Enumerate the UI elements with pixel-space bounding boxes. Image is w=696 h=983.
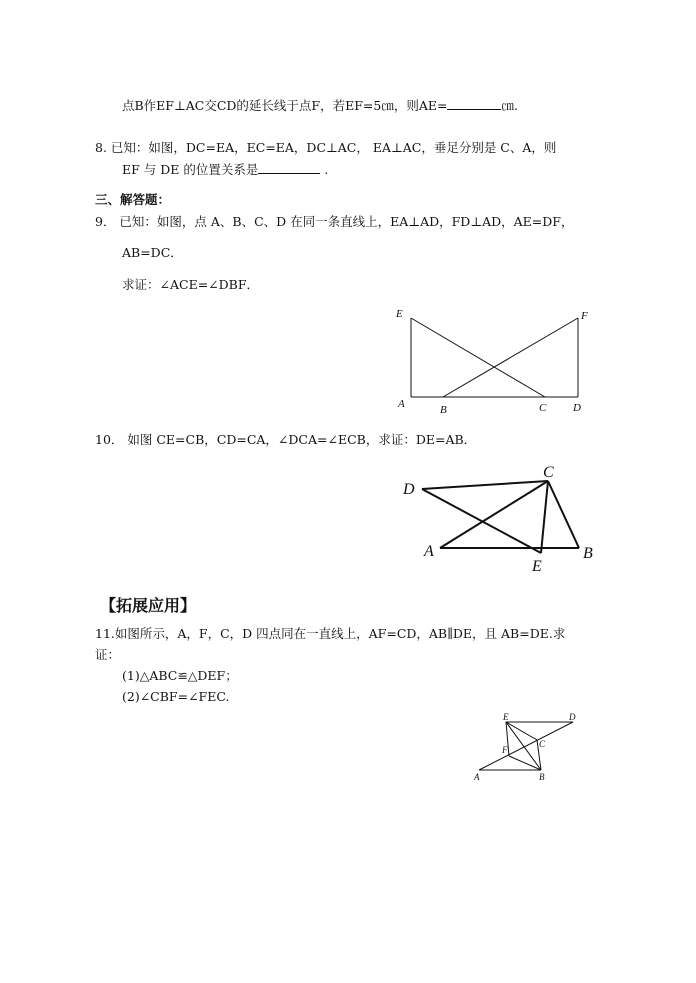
q8-line2-text: EF 与 DE 的位置关系是 <box>122 162 259 177</box>
q8-line2-end: . <box>324 162 329 177</box>
q11-label-f: F <box>502 745 508 755</box>
q7-unit: ㎝. <box>501 98 518 113</box>
q10-label-e: E <box>532 558 542 575</box>
q9-label-f: F <box>581 310 588 322</box>
q10-label-a: A <box>424 543 434 560</box>
q11-item2: (2)∠CBF=∠FEC. <box>122 689 230 704</box>
q9-line2: AB=DC． <box>122 245 183 260</box>
q9-label-c: C <box>539 402 547 414</box>
q10-line1: 10． 如图 CE=CB，CD=CA，∠DCA=∠ECB，求证：DE=AB． <box>95 432 477 447</box>
q10-label-d: D <box>403 481 415 498</box>
q11-segment-ec <box>506 722 537 740</box>
q10-label-c: C <box>543 464 554 481</box>
q7-text: 点B作EF⊥AC交CD的延长线于点F，若EF=5㎝，则AE= <box>122 98 448 113</box>
q10-label-b: B <box>583 545 593 562</box>
q11-label-d: D <box>569 712 576 722</box>
q11-label-a: A <box>474 772 480 782</box>
q11-line2: 证： <box>95 647 121 662</box>
q11-item1: (1)△ABC≌△DEF； <box>122 668 238 683</box>
q9-label-d: D <box>573 402 581 414</box>
q11-label-e: E <box>503 712 509 722</box>
q9-label-b: B <box>440 404 447 416</box>
section-extension-title: 【拓展应用】 <box>100 596 197 615</box>
q9-label-a: A <box>398 398 405 410</box>
q11-label-c: C <box>539 739 546 749</box>
q9-line3: 求证：∠ACE=∠DBF． <box>122 277 260 292</box>
q9-label-e: E <box>396 308 403 320</box>
q11-segment-ad <box>479 722 573 770</box>
q11-label-b: B <box>539 772 545 782</box>
q9-line1: 9． 已知：如图，点 A、B、C、D 在同一条直线上，EA⊥AD，FD⊥AD，AE=DF， <box>95 214 574 229</box>
section-3-title: 三、解答题： <box>95 192 171 207</box>
q11-line1: 11.如图所示，A，F，C，D 四点同在一直线上，AF=CD，AB∥DE，且 AB=DE.求 <box>95 626 566 641</box>
q8-line1: 8. 已知：如图，DC=EA，EC=EA，DC⊥AC， EA⊥AC，垂足分别是 C、A，则 <box>95 140 557 155</box>
